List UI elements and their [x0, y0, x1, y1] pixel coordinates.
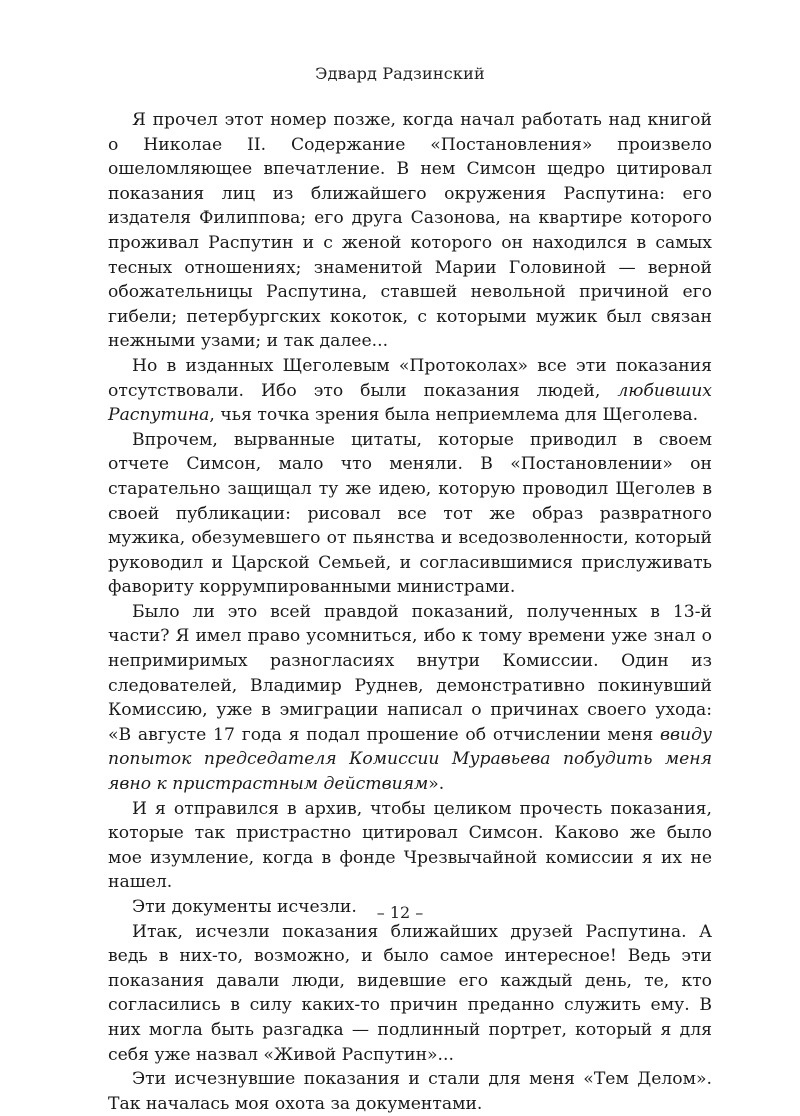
- paragraph-text: Эти документы исчезли.: [132, 897, 357, 917]
- paragraph-text: Было ли это всей правдой показаний, полученных в 13-й части? Я имел право усомниться, ибо к тому времени уже знал о непримиримых разногласиях внутри Комиссии. Один из следователей, Владимир Руднев, демонстративно покинувший Комиссию, уже в эмиграции написал о причинах своего ухода: «В августе 17 года я подал прошение об отчислении меня: [108, 601, 712, 745]
- paragraph-text: И я отправился в архив, чтобы целиком прочесть показания, которые так пристрастно цитировал Симсон. Каково же было мое изумление, когда в фонде Чрезвычайной комиссии я их не нашел.: [108, 798, 712, 893]
- paragraph-2: [108, 354, 712, 428]
- italic-quote: ввиду попыток председателя Комиссии Муравьева побудить меня явно к пристрастным действиям: [108, 724, 712, 795]
- paragraph-5: [108, 797, 712, 895]
- paragraph-text: Итак, исчезли показания ближайших друзей Распутина. А ведь в них-то, возможно, и было самое интересное! Ведь эти показания давали люди, видевшие его каждый день, те, кто согласились в силу каких-то причин преданно служить ему. В них могла быть разгадка — подлинный портрет, который я для себя уже назвал «Живой Распутин»...: [108, 921, 712, 1065]
- paragraph-text: Впрочем, вырванные цитаты, которые приводил в своем отчете Симсон, мало что меняли. В «Постановлении» он старательно защищал ту же идею, которую проводил Щеголев в своей публикации: рисовал все тот же образ развратного мужика, обезумевшего от пьянства и вседозволенности, который руководил и Царской Семьей, и согласившимися прислуживать фавориту коррумпированными министрами.: [108, 429, 712, 598]
- paragraph-7: [108, 920, 712, 1068]
- paragraph-text: Но в изданных Щеголевым «Протоколах» все эти показания отсутствовали. Ибо это были показания людей,: [108, 355, 712, 401]
- running-header: Эдвард Радзинский: [315, 64, 485, 83]
- paragraph-3: [108, 428, 712, 600]
- paragraph-text: , чья точка зрения была неприемлема для Щеголева.: [209, 405, 699, 426]
- page-number: – 12 –: [376, 903, 424, 922]
- paragraph-text: Я прочел этот номер позже, когда начал работать над книгой о Николае II. Содержание «Постановления» произвело ошеломляющее впечатление. В нем Симсон щедро цитировал показания лиц из ближайшего окружения Распутина: его издателя Филиппова; его друга Сазонова, на квартире которого проживал Распутин и с женой которого он находился в самых тесных отношениях; знаменитой Марии Головиной — верной обожательницы Распутина, ставшей невольной причиной его гибели; петербургских кокоток, с которыми мужик был связан нежными узами; и так далее...: [108, 110, 712, 352]
- paragraph-8: [108, 1067, 712, 1116]
- italic-phrase: любивших Распутина: [108, 380, 712, 426]
- paragraph-1: [108, 108, 712, 354]
- paragraph-text: Эти исчезнувшие показания и стали для меня «Тем Делом». Так началась моя охота за документами.: [108, 1069, 712, 1114]
- body-text: [108, 108, 712, 1116]
- paragraph-4: [108, 600, 712, 797]
- paragraph-text: ».: [428, 774, 445, 795]
